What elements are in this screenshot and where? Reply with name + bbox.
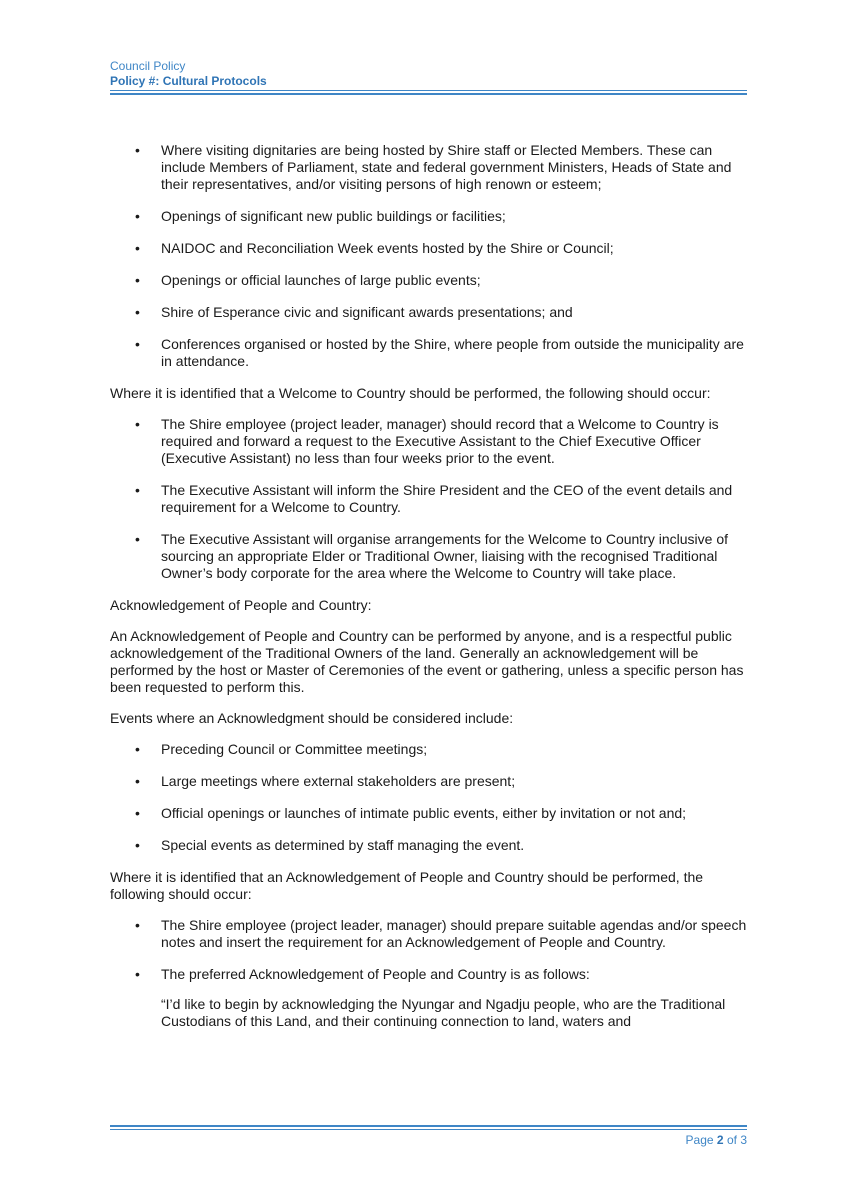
list-item-text: Conferences organised or hosted by the Shire, where people from outside the municipality are in attendance. [161,336,744,369]
list-item: • Preceding Council or Committee meetings; [135,741,428,757]
list-item-text: Where visiting dignitaries are being hosted by Shire staff or Elected Members. These can include Members of Parliament, state and federal government Ministers, Heads of State and their representatives, and/or visiting persons of high renown or esteem; [161,142,732,192]
page-number [686,1133,747,1147]
list-item: • The Shire employee (project leader, manager) should record that a Welcome to Country is required and forward a request to the Executive Assistant to the Chief Executive Officer (Executive Assistant) no less than four weeks prior to the event. [135,416,719,466]
footer-divider [110,1125,747,1130]
page-number-total: 3 [740,1133,747,1147]
paragraph-acknowledgement-events-intro: Events where an Acknowledgment should be considered include: [110,710,514,726]
list-item: • Where visiting dignitaries are being hosted by Shire staff or Elected Members. These can include Members of Parliament, state and federal government Ministers, Heads of State and their representatives, and/or visiting persons of high renown or esteem; [135,142,732,192]
bullet-list-welcome-steps [110,416,747,582]
list-item: • Shire of Esperance civic and significant awards presentations; and [135,304,573,320]
list-item-text: Shire of Esperance civic and significant awards presentations; and [161,304,573,320]
list-item-text: The Executive Assistant will organise arrangements for the Welcome to Country inclusive of sourcing an appropriate Elder or Traditional Owner, liaising with the recognised Traditional Owner’s body corporate for the area where the Welcome to Country will take place. [161,531,728,581]
page-number-current: 2 [716,1133,724,1147]
paragraph-acknowledgement-intro: Where it is identified that an Acknowledgement of People and Country should be performed, the following should occur: [110,869,704,902]
header-policy-title: Policy #: Cultural Protocols [110,74,267,88]
bullet-list-acknowledgement-steps [110,917,747,983]
list-item: • Special events as determined by staff managing the event. [135,837,525,853]
paragraph-welcome-intro: Where it is identified that a Welcome to Country should be performed, the following should occur: [110,385,711,401]
bullet-list-events-welcome [110,142,747,370]
list-item-text: The Executive Assistant will inform the Shire President and the CEO of the event details and requirement for a Welcome to Country. [161,482,733,515]
list-item-text: The Shire employee (project leader, manager) should record that a Welcome to Country is required and forward a request to the Executive Assistant to the Chief Executive Officer (Executive Assistant) no less than four weeks prior to the event. [161,416,719,466]
list-item-text: Official openings or launches of intimate public events, either by invitation or not and; [161,805,687,821]
section-heading-acknowledgement: Acknowledgement of People and Country: [110,597,372,613]
document-body [110,142,747,1030]
list-item: • Openings of significant new public buildings or facilities; [135,208,506,224]
list-item: • The preferred Acknowledgement of People and Country is as follows: [135,966,590,982]
list-item: • NAIDOC and Reconciliation Week events hosted by the Shire or Council; [135,240,614,256]
list-item-text: The preferred Acknowledgement of People and Country is as follows: [161,966,590,982]
list-item-text: Preceding Council or Committee meetings; [161,741,428,757]
page-number-prefix: Page [685,1133,714,1147]
list-item: • The Executive Assistant will inform the Shire President and the CEO of the event details and requirement for a Welcome to Country. [135,482,733,515]
bullet-list-acknowledgement-events [110,741,747,854]
acknowledgement-quote: “I’d like to begin by acknowledging the Nyungar and Ngadju people, who are the Traditional Custodians of this Land, and their continuing connection to land, waters and [161,996,726,1029]
list-item: • Large meetings where external stakeholders are present; [135,773,516,789]
list-item: • Openings or official launches of large public events; [135,272,481,288]
list-item: • Official openings or launches of intimate public events, either by invitation or not and; [135,805,687,821]
list-item: • Conferences organised or hosted by the Shire, where people from outside the municipality are in attendance. [135,336,744,369]
list-item-text: NAIDOC and Reconciliation Week events hosted by the Shire or Council; [161,240,614,256]
page-number-of: of [726,1133,737,1147]
paragraph-acknowledgement-description: An Acknowledgement of People and Country can be performed by anyone, and is a respectful public acknowledgement of the Traditional Owners of the land. Generally an acknowledgement will be performed by the host or Master of Ceremonies of the event or gathering, unless a specific person has been requested to perform this. [110,628,744,695]
list-item: • The Executive Assistant will organise arrangements for the Welcome to Country inclusive of sourcing an appropriate Elder or Traditional Owner, liaising with the recognised Traditional Owner’s body corporate for the area where the Welcome to Country will take place. [135,531,728,581]
list-item: • The Shire employee (project leader, manager) should prepare suitable agendas and/or speech notes and insert the requirement for an Acknowledgement of People and Country. [135,917,747,950]
header-document-type: Council Policy [110,59,186,73]
page-header [110,59,747,89]
list-item-text: The Shire employee (project leader, manager) should prepare suitable agendas and/or speech notes and insert the requirement for an Acknowledgement of People and Country. [161,917,747,950]
list-item-text: Large meetings where external stakeholders are present; [161,773,516,789]
list-item-text: Special events as determined by staff managing the event. [161,837,525,853]
header-divider [110,90,747,95]
list-item-text: Openings or official launches of large public events; [161,272,481,288]
list-item-text: Openings of significant new public buildings or facilities; [161,208,506,224]
